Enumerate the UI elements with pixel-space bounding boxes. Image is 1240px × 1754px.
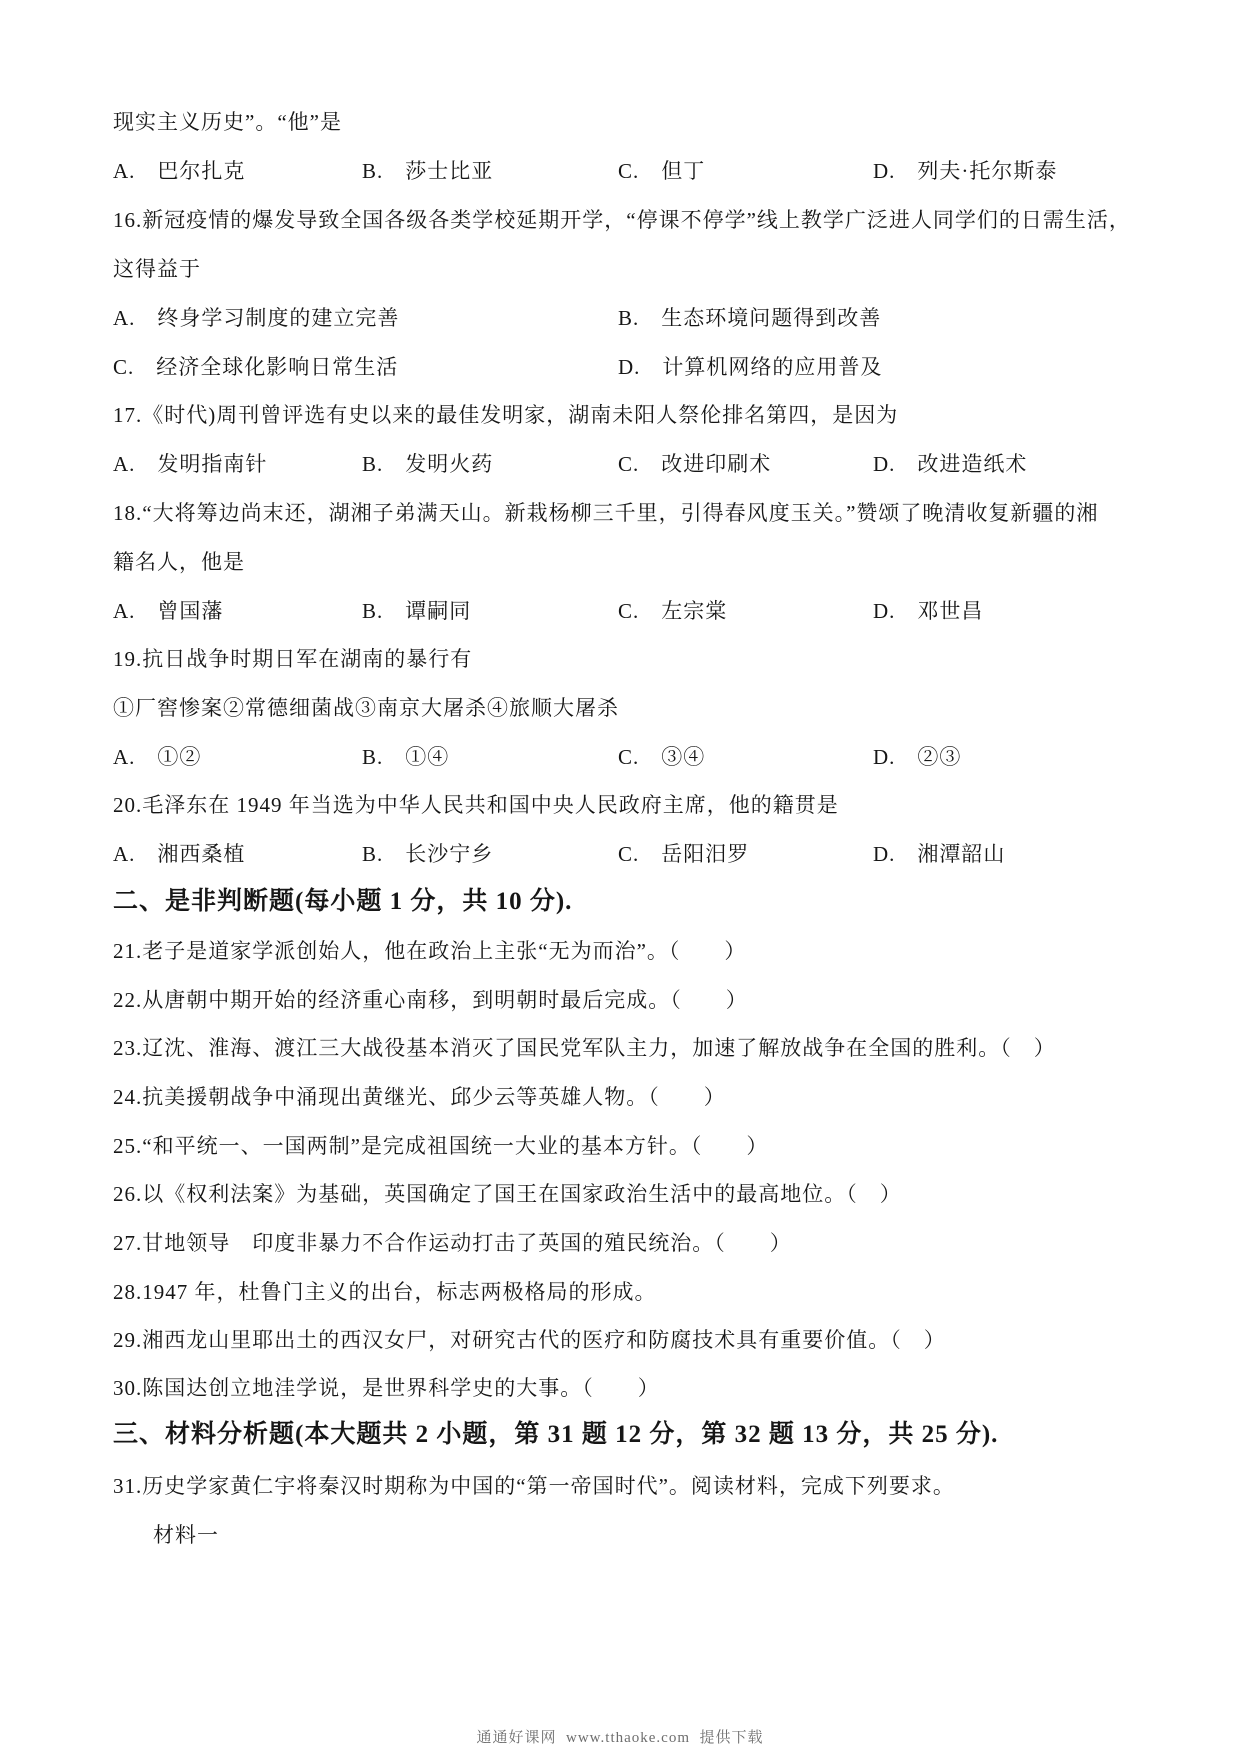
question-16-option-d: D. 计算机网络的应用普及 bbox=[618, 355, 883, 379]
question-15-option-a: A. 巴尔扎克 bbox=[113, 159, 246, 183]
question-20-option-c: C. 岳阳汨罗 bbox=[618, 842, 750, 866]
question-17-option-d: D. 改进造纸术 bbox=[873, 452, 1028, 476]
question-16-options-row-1 bbox=[113, 305, 1173, 332]
question-16-option-c: C. 经济全球化影响日常生活 bbox=[113, 355, 399, 379]
question-18-stem-line-1: 18.“大将筹边尚末还，湖湘子弟满天山。新栽杨柳三千里，引得春风度玉关。”赞颂了晚清收复新疆的湘 bbox=[113, 501, 1099, 525]
question-23: 23.辽沈、淮海、渡江三大战役基本消灭了国民党军队主力，加速了解放战争在全国的胜利。（ ） bbox=[113, 1036, 1056, 1060]
question-19-option-d: D. ②③ bbox=[873, 745, 962, 769]
question-24: 24.抗美援朝战争中涌现出黄继光、邱少云等英雄人物。（ ） bbox=[113, 1085, 726, 1109]
question-19-items: ①厂窖惨案②常德细菌战③南京大屠杀④旅顺大屠杀 bbox=[113, 696, 619, 720]
question-22: 22.从唐朝中期开始的经济重心南移，到明朝时最后完成。（ ） bbox=[113, 988, 748, 1012]
question-19-option-c: C. ③④ bbox=[618, 745, 706, 769]
section-2-heading: 二、是非判断题(每小题 1 分，共 10 分). bbox=[113, 888, 573, 915]
question-20-option-d: D. 湘潭韶山 bbox=[873, 842, 1006, 866]
question-16-stem-line-2: 这得益于 bbox=[113, 257, 201, 281]
question-16-options-row-2 bbox=[113, 354, 1173, 381]
question-27: 27.甘地领导 印度非暴力不合作运动打击了英国的殖民统治。（ ） bbox=[113, 1231, 792, 1255]
question-18-option-c: C. 左宗棠 bbox=[618, 599, 728, 623]
question-21: 21.老子是道家学派创始人，他在政治上主张“无为而治”。（ ） bbox=[113, 939, 747, 963]
question-17-option-c: C. 改进印刷术 bbox=[618, 452, 772, 476]
question-16-option-a: A. 终身学习制度的建立完善 bbox=[113, 306, 400, 330]
question-16-option-b: B. 生态环境问题得到改善 bbox=[618, 306, 882, 330]
site-footer: 通通好课网 www.tthaoke.com 提供下载 bbox=[476, 1730, 764, 1746]
question-20-stem: 20.毛泽东在 1949 年当选为中华人民共和国中央人民政府主席，他的籍贯是 bbox=[113, 793, 839, 817]
question-19-option-a: A. ①② bbox=[113, 745, 202, 769]
question-15-options-row bbox=[113, 158, 1173, 185]
question-18-option-a: A. 曾国藩 bbox=[113, 599, 224, 623]
material-one-label: 材料一 bbox=[153, 1523, 219, 1547]
question-17-option-a: A. 发明指南针 bbox=[113, 452, 268, 476]
question-17-options-row bbox=[113, 451, 1173, 478]
question-18-option-b: B. 谭嗣同 bbox=[362, 599, 472, 623]
question-15-option-d: D. 列夫·托尔斯泰 bbox=[873, 159, 1058, 183]
question-29: 29.湘西龙山里耶出土的西汉女尸，对研究古代的医疗和防腐技术具有重要价值。（ ） bbox=[113, 1328, 946, 1352]
question-18-option-d: D. 邓世昌 bbox=[873, 599, 984, 623]
question-16-stem-line-1: 16.新冠疫情的爆发导致全国各级各类学校延期开学，“停课不停学”线上教学广泛进人同学们的日需生活， bbox=[113, 208, 1131, 232]
question-15-stem-tail: 现实主义历史”。“他”是 bbox=[113, 110, 342, 134]
question-18-options-row bbox=[113, 598, 1173, 625]
question-19-stem: 19.抗日战争时期日军在湖南的暴行有 bbox=[113, 647, 473, 671]
question-15-option-b: B. 莎士比亚 bbox=[362, 159, 494, 183]
question-26: 26.以《权利法案》为基础，英国确定了国王在国家政治生活中的最高地位。（ ） bbox=[113, 1182, 902, 1206]
question-19-options-row bbox=[113, 744, 1173, 771]
question-15-option-c: C. 但丁 bbox=[618, 159, 706, 183]
question-17-stem: 17.《时代)周刊曾评选有史以来的最佳发明家，湖南未阳人祭伦排名第四，是因为 bbox=[113, 403, 899, 427]
question-20-option-a: A. 湘西桑植 bbox=[113, 842, 246, 866]
question-28: 28.1947 年，杜鲁门主义的出台，标志两极格局的形成。 bbox=[113, 1280, 657, 1304]
section-3-heading: 三、材料分析题(本大题共 2 小题，第 31 题 12 分，第 32 题 13 分，共 25 分). bbox=[113, 1421, 999, 1448]
question-17-option-b: B. 发明火药 bbox=[362, 452, 494, 476]
question-20-option-b: B. 长沙宁乡 bbox=[362, 842, 494, 866]
question-30: 30.陈国达创立地洼学说，是世界科学史的大事。（ ） bbox=[113, 1376, 660, 1400]
question-25: 25.“和平统一、一国两制”是完成祖国统一大业的基本方针。（ ） bbox=[113, 1134, 769, 1158]
question-19-option-b: B. ①④ bbox=[362, 745, 450, 769]
question-18-stem-line-2: 籍名人，他是 bbox=[113, 550, 245, 574]
question-31-stem: 31.历史学家黄仁宇将秦汉时期称为中国的“第一帝国时代”。阅读材料，完成下列要求。 bbox=[113, 1474, 955, 1498]
question-20-options-row bbox=[113, 841, 1173, 868]
